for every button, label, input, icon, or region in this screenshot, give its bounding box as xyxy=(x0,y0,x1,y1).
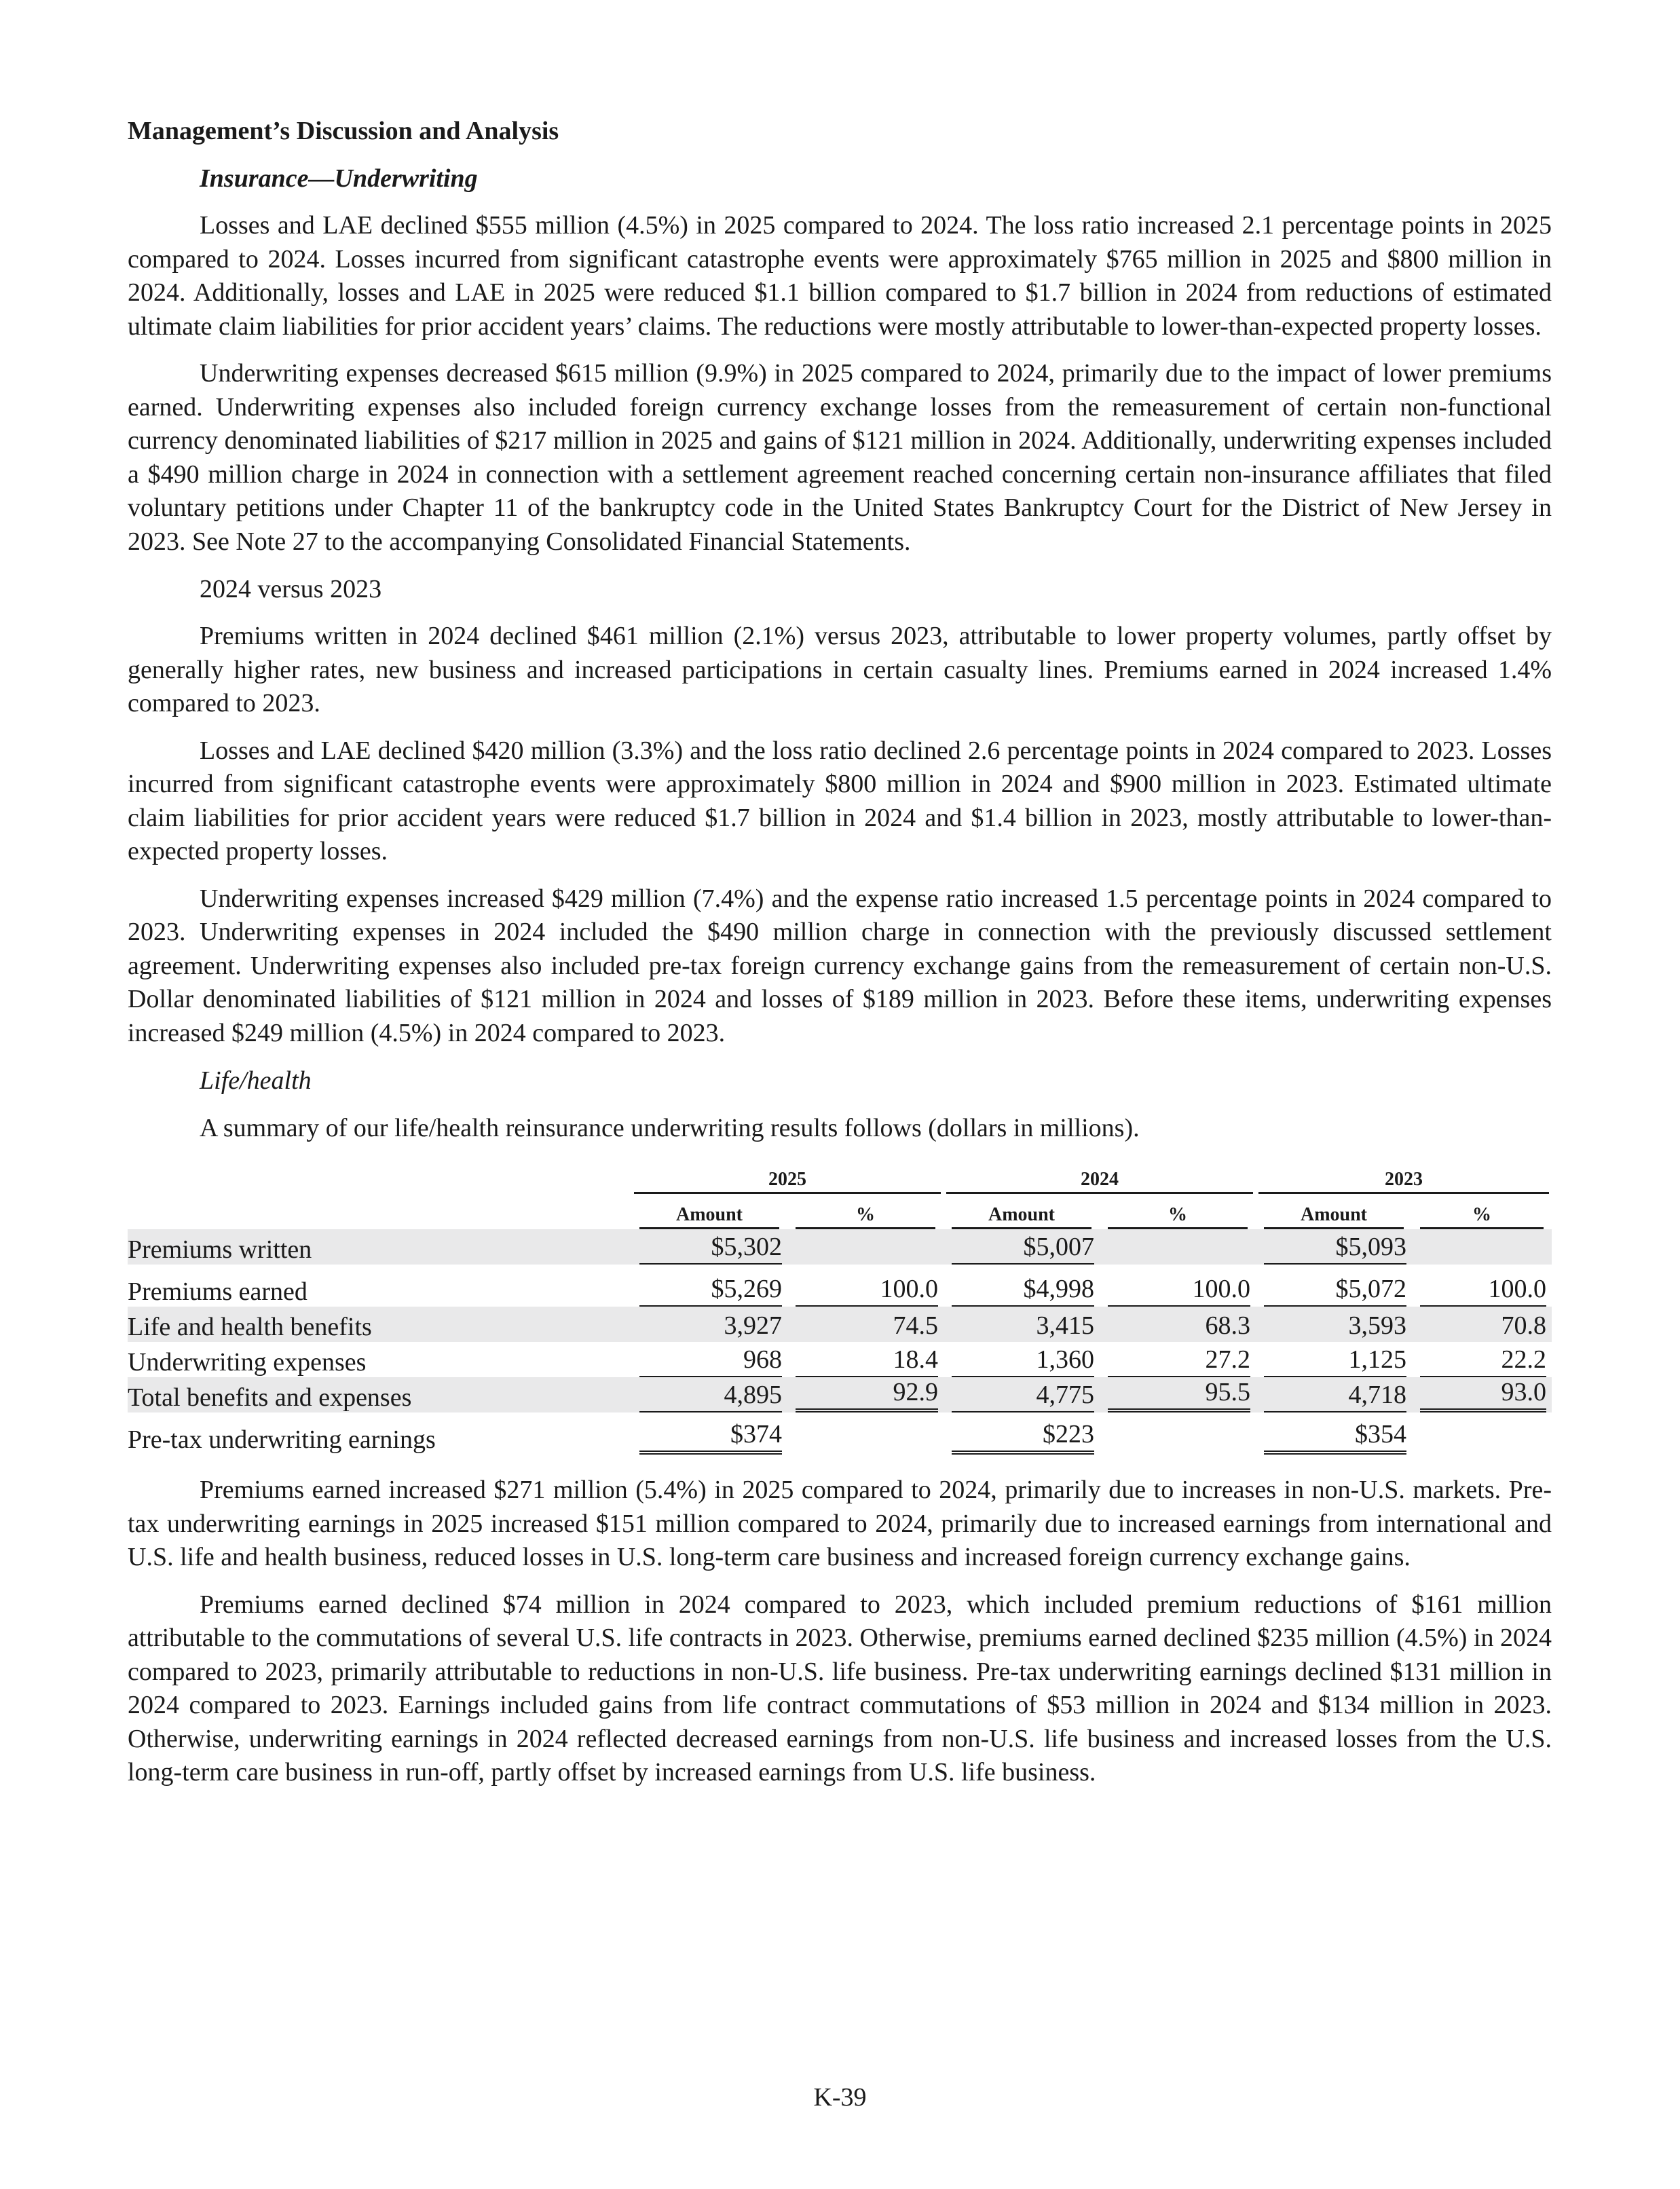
amount-cell: 4,998 xyxy=(1036,1275,1094,1303)
table-row xyxy=(128,1419,1552,1455)
comparison-label: 2024 versus 2023 xyxy=(200,575,382,603)
currency-symbol: $ xyxy=(1355,1420,1368,1448)
year-header-2023: 2023 xyxy=(1258,1169,1549,1194)
currency-symbol: $ xyxy=(1023,1233,1037,1261)
amount-cell: 374 xyxy=(743,1420,782,1448)
percent-cell: 100.0 xyxy=(1108,1274,1250,1307)
percent-cell: 92.9 xyxy=(796,1377,938,1412)
page-content xyxy=(128,114,1552,1803)
column-header-row xyxy=(128,1194,1552,1229)
percent-cell: 22.2 xyxy=(1420,1345,1546,1377)
percent-header: % xyxy=(796,1204,935,1229)
amount-header: Amount xyxy=(952,1204,1091,1229)
row-label: Premiums earned xyxy=(128,1277,307,1306)
row-label: Pre-tax underwriting earnings xyxy=(128,1425,436,1454)
percent-header: % xyxy=(1420,1204,1544,1229)
amount-cell: 4,718 xyxy=(1264,1380,1406,1412)
percent-header: % xyxy=(1108,1204,1248,1229)
amount-cell: 1,125 xyxy=(1264,1345,1406,1377)
amount-cell: 3,415 xyxy=(1036,1311,1094,1340)
currency-symbol: $ xyxy=(1043,1420,1056,1448)
percent-cell: 18.4 xyxy=(796,1345,938,1377)
amount-cell: 5,007 xyxy=(1036,1233,1094,1261)
table-row xyxy=(128,1377,1552,1412)
table-row xyxy=(128,1307,1552,1342)
row-label: Underwriting expenses xyxy=(128,1348,367,1377)
section-subheading: Insurance—Underwriting xyxy=(200,164,478,193)
percent-cell: 93.0 xyxy=(1420,1377,1546,1412)
amount-cell: 3,593 xyxy=(1348,1311,1406,1340)
life-health-title: Life/health xyxy=(200,1066,312,1095)
currency-symbol: $ xyxy=(730,1420,743,1448)
percent-cell: 100.0 xyxy=(796,1274,938,1307)
amount-cell: 4,775 xyxy=(952,1380,1094,1412)
table-row xyxy=(128,1342,1552,1377)
year-header-2025: 2025 xyxy=(634,1169,941,1194)
paragraph-life-2025: Premiums earned increased $271 million (5.4%) in 2025 compared to 2024, primarily due to increases in non-U.S. markets. Pre-tax underwriting earnings in 2025 increased $151 million compared to 2024, primarily due to increased earnings from international and U.S. life and health business, reduced losses in U.S. long-term care business and increased foreign currency exchange gains. xyxy=(128,1476,1552,1571)
currency-symbol: $ xyxy=(711,1233,724,1261)
amount-cell: 3,927 xyxy=(724,1311,782,1340)
amount-cell: 5,072 xyxy=(1348,1275,1406,1303)
amount-header: Amount xyxy=(1264,1204,1404,1229)
amount-cell: 5,302 xyxy=(724,1233,782,1261)
currency-symbol: $ xyxy=(1335,1233,1349,1261)
amount-cell: 4,895 xyxy=(639,1380,782,1412)
percent-cell: 100.0 xyxy=(1420,1274,1546,1307)
currency-symbol: $ xyxy=(711,1275,724,1303)
row-label: Total benefits and expenses xyxy=(128,1377,631,1412)
percent-cell: 27.2 xyxy=(1108,1345,1250,1377)
year-header-row xyxy=(128,1159,1552,1194)
row-label: Premiums written xyxy=(128,1229,631,1265)
row-label: Life and health benefits xyxy=(128,1307,631,1342)
year-header-2024: 2024 xyxy=(946,1169,1253,1194)
paragraph-life-2024: Premiums earned declined $74 million in 2024 compared to 2023, which included premium reductions of $161 million attributable to the commutations of several U.S. life contracts in 2023. Otherwise, premiums earned declined $235 million (4.5%) in 2024 compared to 2023, primarily attributable to reductions in non-U.S. life business. Pre-tax underwriting earnings declined $131 million in 2024 compared to 2023. Earnings included gains from life contract commutations of $53 million in 2024 and $134 million in 2023. Otherwise, underwriting earnings in 2024 reflected decreased earnings from non-U.S. life business and increased losses from the U.S. long-term care business in run-off, partly offset by increased earnings from U.S. life business. xyxy=(128,1590,1552,1786)
currency-symbol: $ xyxy=(1335,1275,1349,1303)
percent-cell: 95.5 xyxy=(1108,1377,1250,1412)
page-number: K-39 xyxy=(813,2083,867,2112)
paragraph-losses-2024: Losses and LAE declined $420 million (3.3%) and the loss ratio declined 2.6 percentage points in 2024 compared to 2023. Losses incurred from significant catastrophe events were approximately $800 million in 2024 and $900 million in 2023. Estimated ultimate claim liabilities for prior accident years were reduced $1.7 billion in 2024 and $1.4 billion in 2023, mostly attributable to lower-than-expected property losses. xyxy=(128,736,1552,865)
life-health-table xyxy=(128,1159,1552,1455)
amount-cell: 968 xyxy=(639,1345,782,1377)
amount-cell: 5,093 xyxy=(1348,1233,1406,1261)
paragraph-losses-2025: Losses and LAE declined $555 million (4.5%) in 2025 compared to 2024. The loss ratio increased 2.1 percentage points in 2025 compared to 2024. Losses incurred from significant catastrophe events were approximately $765 million in 2025 and $800 million in 2024. Additionally, losses and LAE in 2025 were reduced $1.1 billion compared to $1.7 billion in 2024 from reductions of estimated ultimate claim liabilities for prior accident years’ claims. The reductions were mostly attributable to lower-than-expected property losses. xyxy=(128,211,1552,341)
table-row xyxy=(128,1229,1552,1265)
percent-cell: 74.5 xyxy=(893,1311,938,1340)
table-row xyxy=(128,1271,1552,1307)
amount-header: Amount xyxy=(639,1204,779,1229)
paragraph-expenses-2024: Underwriting expenses increased $429 million (7.4%) and the expense ratio increased 1.5 percentage points in 2024 compared to 2023. Underwriting expenses in 2024 included the $490 million charge in connection with the previously discussed settlement agreement. Underwriting expenses also included pre-tax foreign currency exchange gains from the remeasurement of certain non-U.S. Dollar denominated liabilities of $121 million in 2024 and losses of $189 million in 2023. Before these items, underwriting expenses increased $249 million (4.5%) in 2024 compared to 2023. xyxy=(128,884,1552,1047)
paragraph-premiums-2024: Premiums written in 2024 declined $461 million (2.1%) versus 2023, attributable to lower property volumes, partly offset by generally higher rates, new business and increased participations in certain casualty lines. Premiums earned in 2024 increased 1.4% compared to 2023. xyxy=(128,622,1552,717)
percent-cell: 68.3 xyxy=(1205,1311,1250,1340)
currency-symbol: $ xyxy=(1023,1275,1037,1303)
table-intro: A summary of our life/health reinsurance underwriting results follows (dollars in millions). xyxy=(200,1114,1140,1142)
amount-cell: 354 xyxy=(1368,1420,1406,1448)
amount-cell: 5,269 xyxy=(724,1275,782,1303)
page-heading: Management’s Discussion and Analysis xyxy=(128,117,559,145)
amount-cell: 223 xyxy=(1056,1420,1094,1448)
percent-cell: 70.8 xyxy=(1501,1311,1546,1340)
paragraph-expenses-2025: Underwriting expenses decreased $615 million (9.9%) in 2025 compared to 2024, primarily due to the impact of lower premiums earned. Underwriting expenses also included foreign currency exchange losses from the remeasurement of certain non-functional currency denominated liabilities of $217 million in 2025 and gains of $121 million in 2024. Additionally, underwriting expenses included a $490 million charge in 2024 in connection with a settlement agreement reached concerning certain non-insurance affiliates that filed voluntary petitions under Chapter 11 of the bankruptcy code in the United States Bankruptcy Court for the District of New Jersey in 2023. See Note 27 to the accompanying Consolidated Financial Statements. xyxy=(128,359,1552,556)
amount-cell: 1,360 xyxy=(952,1345,1094,1377)
